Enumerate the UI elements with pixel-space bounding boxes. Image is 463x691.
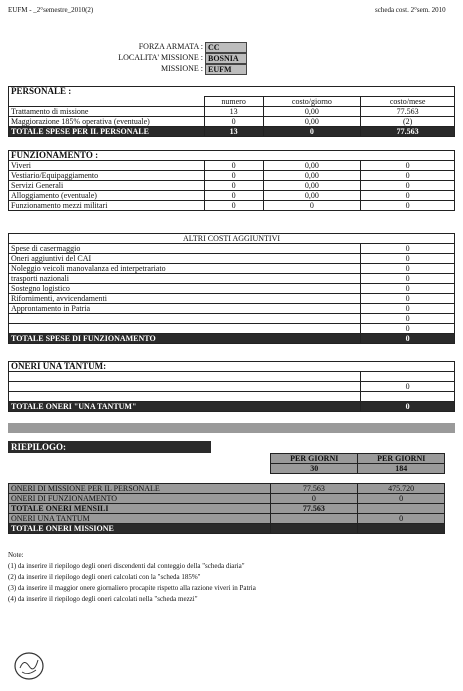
row-label: TOTALE ONERI MENSILI [9,504,271,514]
col-per-giorni-1: PER GIORNI [271,454,358,464]
table-row [9,504,445,514]
note-item: (4) da inserire il riepilogo degli oneri calcolati nella "scheda mezzi" [8,595,198,603]
funzionamento-table [8,150,455,211]
cell: 13 [204,127,263,137]
cell [270,524,358,534]
col-costo-giorno: costo/giorno [263,97,361,107]
col-per-giorni-2: PER GIORNI [358,454,445,464]
cell: 0 [270,494,358,504]
info-label-localita: LOCALITA' MISSIONE : [118,53,203,62]
cell: 0 [361,324,455,334]
row-label: ONERI UNA TANTUM [9,514,271,524]
notes-title: Note: [8,551,24,559]
table-row [9,161,455,171]
cell: 0 [204,161,263,171]
info-value-localita: BOSNIA [205,53,247,64]
info-label-missione: MISSIONE : [160,64,203,73]
row-label: Oneri aggiuntivi del CAI [9,254,361,264]
cell: 0 [361,274,455,284]
cell: 77.563 [270,504,358,514]
table-row [9,514,445,524]
info-label-forza: FORZA ARMATA : [138,42,203,51]
cell: 0 [361,264,455,274]
row-label: Vestiario/Equipaggiamento [9,171,205,181]
table-row [9,97,455,107]
table-row [9,284,455,294]
personale-table [8,86,455,137]
note-item: (2) da inserire il riepilogo degli oneri calcolati con la "scheda 185%" [8,573,201,581]
doc-header-left: EUFM - _2°semestre_2010(2) [8,6,94,14]
days-1: 30 [271,464,358,474]
altri-title: ALTRI COSTI AGGIUNTIVI [9,234,455,244]
divider-band [8,423,455,433]
table-row [9,201,455,211]
row-label: Rifornimenti, avvicendamenti [9,294,361,304]
col-numero: numero [204,97,263,107]
total-row [9,524,445,534]
total-row [9,127,455,137]
col-costo-mese: costo/mese [361,97,455,107]
table-row [9,274,455,284]
row-label: Alloggiamento (eventuale) [9,191,205,201]
cell: 0 [361,314,455,324]
cell: 0 [263,127,361,137]
row-label: Noleggio veicoli manovalanza ed interpetrariato [9,264,361,274]
total-label: TOTALE SPESE DI FUNZIONAMENTO [9,334,361,344]
total-row [9,402,455,412]
cell: 0 [361,181,455,191]
cell: 0 [204,181,263,191]
cell: 0 [361,334,455,344]
table-row [9,294,455,304]
row-label: Maggiorazione 185% operativa (eventuale) [9,117,205,127]
tantum-table [8,361,455,412]
days-2: 184 [358,464,445,474]
cell: 0,00 [263,171,361,181]
cell: 0 [361,161,455,171]
row-label: Viveri [9,161,205,171]
row-label: ONERI DI MISSIONE PER IL PERSONALE [9,484,271,494]
table-row [9,314,455,324]
table-row [9,304,455,314]
cell: 77.563 [270,484,358,494]
funzionamento-title: FUNZIONAMENTO : [9,151,455,161]
table-row [9,181,455,191]
cell: 0 [361,254,455,264]
riepilogo-title: RIEPILOGO: [8,441,211,453]
cell [270,514,358,524]
cell: 0 [361,201,455,211]
info-value-forza: CC [205,42,247,53]
row-label [9,324,361,334]
note-item: (3) da inserire il maggior onere giornaliero procapite rispetto alla razione viveri in Patria [8,584,256,592]
table-row [9,107,455,117]
table-row [9,254,455,264]
altri-costi-table [8,233,455,344]
cell [358,504,445,514]
table-row [9,494,445,504]
personale-title: PERSONALE : [9,87,455,97]
cell: (2) [361,117,455,127]
row-label: Approntamento in Patria [9,304,361,314]
table-row [9,244,455,254]
note-item: (1) da inserire il riepilogo degli oneri discendenti dal conteggio della "scheda diaria" [8,562,245,570]
cell: 0 [361,284,455,294]
cell: 0 [361,382,455,392]
cell: 13 [204,107,263,117]
info-value-missione: EUFM [205,64,247,75]
tantum-title: ONERI UNA TANTUM: [9,362,455,372]
cell: 0,00 [263,181,361,191]
cell: 0 [204,201,263,211]
cell: 0 [204,191,263,201]
total-label: TOTALE SPESE PER IL PERSONALE [9,127,205,137]
stamp-mark [12,650,46,682]
cell: 0 [204,171,263,181]
cell [358,524,445,534]
cell: 0 [358,514,445,524]
row-label: ONERI DI FUNZIONAMENTO [9,494,271,504]
cell: 0,00 [263,107,361,117]
total-label: TOTALE ONERI "UNA TANTUM" [9,402,361,412]
row-label: Servizi Generali [9,181,205,191]
cell: 0 [361,294,455,304]
row-label [9,314,361,324]
riepilogo-days-table [270,453,445,474]
cell: 77.563 [361,107,455,117]
cell: 0,00 [263,161,361,171]
cell: 0,00 [263,191,361,201]
row-label: trasporti nazionali [9,274,361,284]
row-label: Funzionamento mezzi militari [9,201,205,211]
cell: 77.563 [361,127,455,137]
table-row [9,264,455,274]
table-row [9,191,455,201]
table-row [9,171,455,181]
cell: 0 [263,201,361,211]
table-row [9,484,445,494]
riepilogo-table [8,483,445,534]
cell: 0 [361,304,455,314]
table-row [9,117,455,127]
cell: 0,00 [263,117,361,127]
cell: 0 [361,171,455,181]
row-label: Sostegno logistico [9,284,361,294]
cell: 0 [361,191,455,201]
cell: 0 [361,402,455,412]
cell: 0 [358,494,445,504]
cell: 475.720 [358,484,445,494]
table-row [9,382,455,392]
row-label: Spese di casermaggio [9,244,361,254]
total-label: TOTALE ONERI MISSIONE [9,524,271,534]
row-label: Trattamento di missione [9,107,205,117]
cell: 0 [361,244,455,254]
total-row [9,334,455,344]
cell: 0 [204,117,263,127]
table-row [9,324,455,334]
doc-header-right: scheda cost. 2°sem. 2010 [375,6,446,14]
